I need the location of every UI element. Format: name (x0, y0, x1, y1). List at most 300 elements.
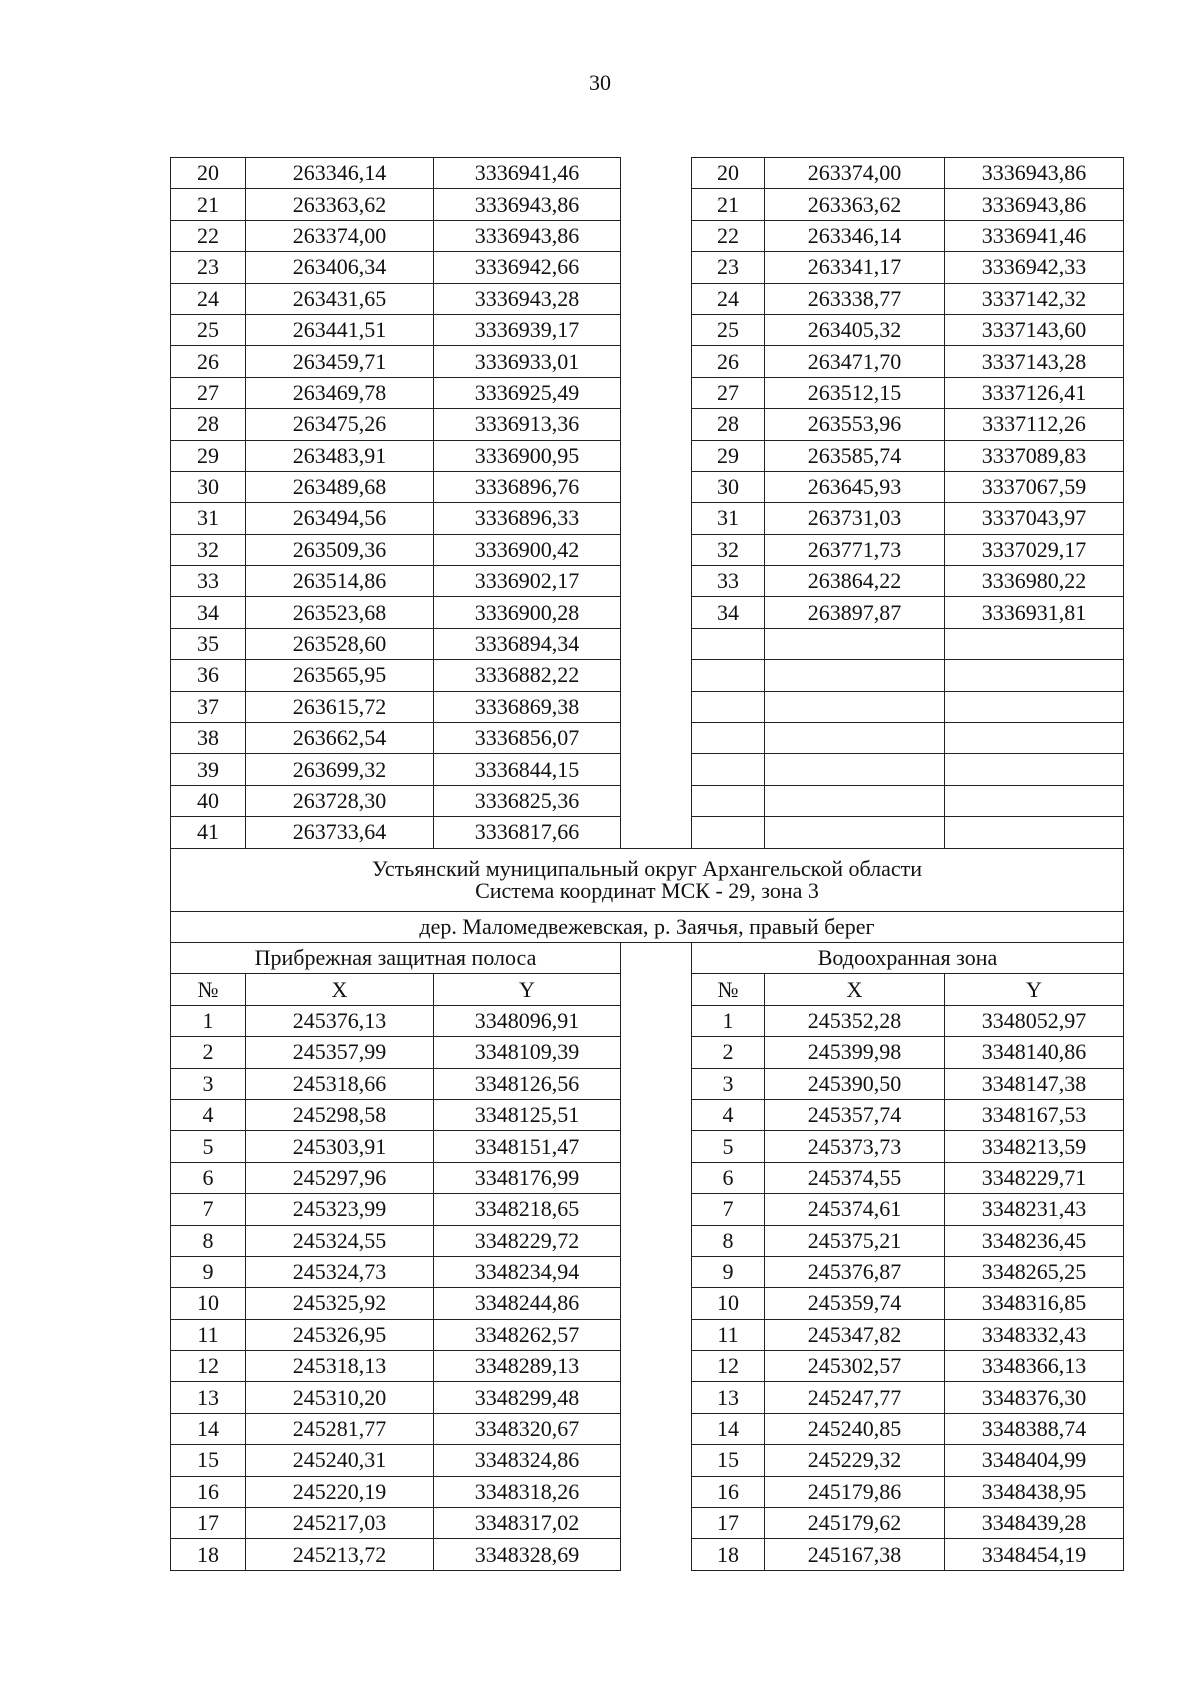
y-coordinate: 3348317,02 (434, 1508, 621, 1539)
point-number: 31 (692, 503, 765, 534)
x-coordinate: 263431,65 (246, 283, 434, 314)
y-coordinate: 3336939,17 (434, 314, 621, 345)
x-coordinate: 245390,50 (765, 1068, 945, 1099)
table-row (171, 1194, 1124, 1225)
y-coordinate: 3348244,86 (434, 1288, 621, 1319)
column-gap (621, 189, 692, 220)
table-row (171, 1351, 1124, 1382)
x-coordinate: 263374,00 (246, 220, 434, 251)
y-coordinate: 3336869,38 (434, 691, 621, 722)
x-coordinate (765, 785, 945, 816)
column-gap (621, 942, 692, 973)
point-number: 6 (171, 1162, 246, 1193)
y-coordinate: 3336894,34 (434, 628, 621, 659)
y-coordinate: 3337143,60 (945, 314, 1124, 345)
point-number: 36 (171, 660, 246, 691)
point-number: 4 (692, 1099, 765, 1130)
point-number: 13 (171, 1382, 246, 1413)
column-gap (621, 1162, 692, 1193)
column-gap (621, 817, 692, 848)
point-number: 24 (692, 283, 765, 314)
x-coordinate: 263897,87 (765, 597, 945, 628)
column-gap (621, 785, 692, 816)
x-coordinate: 263483,91 (246, 440, 434, 471)
x-coordinate: 263585,74 (765, 440, 945, 471)
y-coordinate: 3348289,13 (434, 1351, 621, 1382)
y-coordinate: 3336900,95 (434, 440, 621, 471)
point-number: 33 (692, 566, 765, 597)
point-number (692, 628, 765, 659)
point-number: 23 (171, 252, 246, 283)
x-coordinate: 263565,95 (246, 660, 434, 691)
column-gap (621, 1319, 692, 1350)
x-coordinate (765, 660, 945, 691)
header-x: X (246, 974, 434, 1005)
table-row (171, 691, 1124, 722)
point-number: 18 (692, 1539, 765, 1570)
table-row (171, 158, 1124, 189)
y-coordinate: 3348366,13 (945, 1351, 1124, 1382)
point-number: 32 (171, 534, 246, 565)
column-gap (621, 1194, 692, 1225)
point-number: 6 (692, 1162, 765, 1193)
x-coordinate: 245323,99 (246, 1194, 434, 1225)
column-gap (621, 158, 692, 189)
point-number: 31 (171, 503, 246, 534)
x-coordinate: 263374,00 (765, 158, 945, 189)
table-row (171, 1131, 1124, 1162)
y-coordinate (945, 723, 1124, 754)
x-coordinate: 263489,68 (246, 471, 434, 502)
region-name: Устьянский муниципальный округ Архангельской области (371, 855, 923, 881)
y-coordinate: 3348376,30 (945, 1382, 1124, 1413)
x-coordinate: 245374,55 (765, 1162, 945, 1193)
x-coordinate: 263523,68 (246, 597, 434, 628)
y-coordinate: 3336931,81 (945, 597, 1124, 628)
x-coordinate: 245310,20 (246, 1382, 434, 1413)
column-gap (621, 1351, 692, 1382)
x-coordinate: 263509,36 (246, 534, 434, 565)
column-gap (621, 1508, 692, 1539)
table-row (171, 314, 1124, 345)
y-coordinate: 3348404,99 (945, 1445, 1124, 1476)
table-row (171, 660, 1124, 691)
column-gap (621, 1131, 692, 1162)
y-coordinate (945, 660, 1124, 691)
point-number: 28 (692, 409, 765, 440)
y-coordinate: 3348052,97 (945, 1005, 1124, 1036)
point-number: 18 (171, 1539, 246, 1570)
point-number: 5 (692, 1131, 765, 1162)
y-coordinate: 3336943,86 (434, 189, 621, 220)
table-row (171, 346, 1124, 377)
y-coordinate: 3337142,32 (945, 283, 1124, 314)
point-number: 16 (171, 1476, 246, 1507)
point-number: 22 (692, 220, 765, 251)
column-gap (621, 346, 692, 377)
table-row (171, 1445, 1124, 1476)
point-number: 23 (692, 252, 765, 283)
point-number: 27 (171, 377, 246, 408)
point-number: 40 (171, 785, 246, 816)
x-coordinate: 263512,15 (765, 377, 945, 408)
point-number (692, 660, 765, 691)
x-coordinate: 263475,26 (246, 409, 434, 440)
point-number (692, 817, 765, 848)
y-coordinate: 3348126,56 (434, 1068, 621, 1099)
y-coordinate: 3337089,83 (945, 440, 1124, 471)
region-title-cell (171, 848, 1124, 911)
point-number: 15 (171, 1445, 246, 1476)
x-coordinate: 245167,38 (765, 1539, 945, 1570)
point-number: 10 (692, 1288, 765, 1319)
y-coordinate: 3348229,71 (945, 1162, 1124, 1193)
column-gap (621, 1539, 692, 1570)
x-coordinate: 263459,71 (246, 346, 434, 377)
y-coordinate (945, 628, 1124, 659)
y-coordinate: 3348229,72 (434, 1225, 621, 1256)
x-coordinate: 245179,62 (765, 1508, 945, 1539)
table-row (171, 1037, 1124, 1068)
column-gap (621, 754, 692, 785)
point-number: 38 (171, 723, 246, 754)
x-coordinate: 245325,92 (246, 1288, 434, 1319)
y-coordinate: 3336943,86 (434, 220, 621, 251)
x-coordinate: 263405,32 (765, 314, 945, 345)
y-coordinate: 3336896,33 (434, 503, 621, 534)
x-coordinate: 245376,87 (765, 1256, 945, 1287)
table-row (171, 1005, 1124, 1036)
x-coordinate: 245324,73 (246, 1256, 434, 1287)
x-coordinate: 263864,22 (765, 566, 945, 597)
table-row (171, 440, 1124, 471)
point-number: 37 (171, 691, 246, 722)
y-coordinate: 3336942,33 (945, 252, 1124, 283)
x-coordinate: 263494,56 (246, 503, 434, 534)
point-number: 10 (171, 1288, 246, 1319)
column-gap (621, 471, 692, 502)
y-coordinate: 3336825,36 (434, 785, 621, 816)
x-coordinate (765, 628, 945, 659)
table-row (171, 1256, 1124, 1287)
x-coordinate: 263615,72 (246, 691, 434, 722)
y-coordinate: 3336896,76 (434, 471, 621, 502)
y-coordinate: 3348454,19 (945, 1539, 1124, 1570)
column-gap (621, 1068, 692, 1099)
x-coordinate: 245399,98 (765, 1037, 945, 1068)
point-number: 33 (171, 566, 246, 597)
point-number: 25 (692, 314, 765, 345)
x-coordinate: 263699,32 (246, 754, 434, 785)
y-coordinate: 3348231,43 (945, 1194, 1124, 1225)
y-coordinate: 3337143,28 (945, 346, 1124, 377)
point-number: 34 (692, 597, 765, 628)
column-gap (621, 1225, 692, 1256)
x-coordinate: 263338,77 (765, 283, 945, 314)
point-number (692, 785, 765, 816)
table-row (171, 283, 1124, 314)
point-number: 11 (171, 1319, 246, 1350)
table-row (171, 723, 1124, 754)
x-coordinate: 263528,60 (246, 628, 434, 659)
y-coordinate: 3336913,36 (434, 409, 621, 440)
y-coordinate: 3348234,94 (434, 1256, 621, 1287)
point-number: 24 (171, 283, 246, 314)
section1-rows (171, 158, 1124, 849)
x-coordinate: 245179,86 (765, 1476, 945, 1507)
x-coordinate: 263406,34 (246, 252, 434, 283)
point-number: 26 (171, 346, 246, 377)
y-coordinate: 3336902,17 (434, 566, 621, 597)
y-coordinate: 3336882,22 (434, 660, 621, 691)
point-number: 16 (692, 1476, 765, 1507)
y-coordinate: 3348332,43 (945, 1319, 1124, 1350)
y-coordinate: 3336942,66 (434, 252, 621, 283)
point-number: 30 (692, 471, 765, 502)
place-name: дер. Маломедвежевская, р. Заячья, правый берег (171, 911, 1124, 942)
column-gap (621, 628, 692, 659)
point-number: 15 (692, 1445, 765, 1476)
y-coordinate: 3337067,59 (945, 471, 1124, 502)
table-row (171, 817, 1124, 848)
y-coordinate: 3348218,65 (434, 1194, 621, 1225)
point-number: 1 (692, 1005, 765, 1036)
y-coordinate: 3348439,28 (945, 1508, 1124, 1539)
y-coordinate: 3336856,07 (434, 723, 621, 754)
y-coordinate: 3348438,95 (945, 1476, 1124, 1507)
x-coordinate: 245220,19 (246, 1476, 434, 1507)
y-coordinate: 3337029,17 (945, 534, 1124, 565)
y-coordinate: 3348388,74 (945, 1413, 1124, 1444)
point-number: 34 (171, 597, 246, 628)
point-number: 3 (692, 1068, 765, 1099)
x-coordinate: 263553,96 (765, 409, 945, 440)
point-number: 39 (171, 754, 246, 785)
coordinates-table (170, 157, 1124, 1571)
x-coordinate: 263363,62 (246, 189, 434, 220)
column-gap (621, 377, 692, 408)
x-coordinate: 263662,54 (246, 723, 434, 754)
column-gap (621, 252, 692, 283)
column-gap (621, 1413, 692, 1444)
column-gap (621, 1099, 692, 1130)
table-row (171, 1413, 1124, 1444)
y-coordinate: 3337043,97 (945, 503, 1124, 534)
column-gap (621, 1445, 692, 1476)
point-number: 20 (171, 158, 246, 189)
y-coordinate: 3348109,39 (434, 1037, 621, 1068)
y-coordinate: 3348328,69 (434, 1539, 621, 1570)
y-coordinate: 3348265,25 (945, 1256, 1124, 1287)
y-coordinate: 3348151,47 (434, 1131, 621, 1162)
x-coordinate: 245324,55 (246, 1225, 434, 1256)
point-number: 17 (171, 1508, 246, 1539)
column-gap (621, 566, 692, 597)
x-coordinate: 245376,13 (246, 1005, 434, 1036)
table-row (171, 534, 1124, 565)
point-number: 22 (171, 220, 246, 251)
x-coordinate: 245359,74 (765, 1288, 945, 1319)
table-row (171, 1099, 1124, 1130)
x-coordinate: 245281,77 (246, 1413, 434, 1444)
header-y: Y (434, 974, 621, 1005)
column-gap (621, 1005, 692, 1036)
x-coordinate: 263514,86 (246, 566, 434, 597)
column-header-row (171, 974, 1124, 1005)
y-coordinate: 3348167,53 (945, 1099, 1124, 1130)
x-coordinate: 263363,62 (765, 189, 945, 220)
column-gap (621, 534, 692, 565)
x-coordinate: 263341,17 (765, 252, 945, 283)
point-number: 12 (692, 1351, 765, 1382)
x-coordinate: 263645,93 (765, 471, 945, 502)
y-coordinate: 3337126,41 (945, 377, 1124, 408)
point-number: 9 (171, 1256, 246, 1287)
y-coordinate: 3336933,01 (434, 346, 621, 377)
column-gap (621, 723, 692, 754)
header-x: X (765, 974, 945, 1005)
coastal-strip-title: Прибрежная защитная полоса (171, 942, 621, 973)
point-number: 17 (692, 1508, 765, 1539)
point-number: 9 (692, 1256, 765, 1287)
table-row (171, 409, 1124, 440)
x-coordinate: 263471,70 (765, 346, 945, 377)
column-gap (621, 1256, 692, 1287)
y-coordinate: 3348236,45 (945, 1225, 1124, 1256)
point-number: 2 (171, 1037, 246, 1068)
table-row (171, 1508, 1124, 1539)
point-number (692, 691, 765, 722)
y-coordinate (945, 785, 1124, 816)
x-coordinate: 245352,28 (765, 1005, 945, 1036)
y-coordinate: 3348324,86 (434, 1445, 621, 1476)
x-coordinate: 263733,64 (246, 817, 434, 848)
y-coordinate: 3336943,86 (945, 158, 1124, 189)
point-number (692, 754, 765, 785)
point-number: 14 (692, 1413, 765, 1444)
y-coordinate: 3336941,46 (945, 220, 1124, 251)
table-row (171, 252, 1124, 283)
column-gap (621, 660, 692, 691)
column-gap (621, 503, 692, 534)
point-number: 20 (692, 158, 765, 189)
x-coordinate: 245357,74 (765, 1099, 945, 1130)
x-coordinate: 263728,30 (246, 785, 434, 816)
x-coordinate (765, 691, 945, 722)
header-number: № (171, 974, 246, 1005)
column-gap (621, 409, 692, 440)
column-gap (621, 440, 692, 471)
table-row (171, 220, 1124, 251)
x-coordinate: 245297,96 (246, 1162, 434, 1193)
point-number: 7 (692, 1194, 765, 1225)
table-row (171, 597, 1124, 628)
header-y: Y (945, 974, 1124, 1005)
x-coordinate: 245318,13 (246, 1351, 434, 1382)
column-gap (621, 974, 692, 1005)
x-coordinate: 245217,03 (246, 1508, 434, 1539)
y-coordinate: 3336900,28 (434, 597, 621, 628)
x-coordinate (765, 817, 945, 848)
x-coordinate: 263346,14 (765, 220, 945, 251)
point-number: 32 (692, 534, 765, 565)
x-coordinate: 245229,32 (765, 1445, 945, 1476)
y-coordinate: 3336941,46 (434, 158, 621, 189)
x-coordinate: 263441,51 (246, 314, 434, 345)
point-number: 29 (692, 440, 765, 471)
table-row (171, 1288, 1124, 1319)
point-number: 21 (171, 189, 246, 220)
point-number (692, 723, 765, 754)
point-number: 2 (692, 1037, 765, 1068)
section2-rows (171, 1005, 1124, 1570)
point-number: 4 (171, 1099, 246, 1130)
column-gap (621, 691, 692, 722)
y-coordinate (945, 691, 1124, 722)
y-coordinate: 3337112,26 (945, 409, 1124, 440)
table-row (171, 1162, 1124, 1193)
table-row (171, 566, 1124, 597)
table-row (171, 785, 1124, 816)
x-coordinate: 263731,03 (765, 503, 945, 534)
table-row (171, 1319, 1124, 1350)
table-row (171, 1225, 1124, 1256)
x-coordinate: 245318,66 (246, 1068, 434, 1099)
point-number: 41 (171, 817, 246, 848)
x-coordinate: 245373,73 (765, 1131, 945, 1162)
column-gap (621, 314, 692, 345)
column-gap (621, 1382, 692, 1413)
column-gap (621, 220, 692, 251)
y-coordinate (945, 754, 1124, 785)
point-number: 8 (692, 1225, 765, 1256)
y-coordinate: 3336844,15 (434, 754, 621, 785)
point-number: 26 (692, 346, 765, 377)
point-number: 29 (171, 440, 246, 471)
column-gap (621, 1476, 692, 1507)
y-coordinate: 3336943,28 (434, 283, 621, 314)
x-coordinate: 245298,58 (246, 1099, 434, 1130)
x-coordinate: 245240,31 (246, 1445, 434, 1476)
point-number: 28 (171, 409, 246, 440)
point-number: 11 (692, 1319, 765, 1350)
point-number: 21 (692, 189, 765, 220)
y-coordinate: 3348140,86 (945, 1037, 1124, 1068)
x-coordinate (765, 754, 945, 785)
x-coordinate: 263771,73 (765, 534, 945, 565)
table-row (171, 1382, 1124, 1413)
x-coordinate: 245347,82 (765, 1319, 945, 1350)
table-row (171, 1476, 1124, 1507)
point-number: 27 (692, 377, 765, 408)
y-coordinate: 3336817,66 (434, 817, 621, 848)
table-row (171, 377, 1124, 408)
point-number: 5 (171, 1131, 246, 1162)
y-coordinate: 3348299,48 (434, 1382, 621, 1413)
page-number: 30 (589, 70, 611, 95)
table-row (171, 1539, 1124, 1570)
y-coordinate: 3348318,26 (434, 1476, 621, 1507)
y-coordinate (945, 817, 1124, 848)
y-coordinate: 3348096,91 (434, 1005, 621, 1036)
point-number: 12 (171, 1351, 246, 1382)
point-number: 30 (171, 471, 246, 502)
table-row (171, 189, 1124, 220)
x-coordinate: 245375,21 (765, 1225, 945, 1256)
y-coordinate: 3348125,51 (434, 1099, 621, 1130)
point-number: 8 (171, 1225, 246, 1256)
x-coordinate: 245326,95 (246, 1319, 434, 1350)
